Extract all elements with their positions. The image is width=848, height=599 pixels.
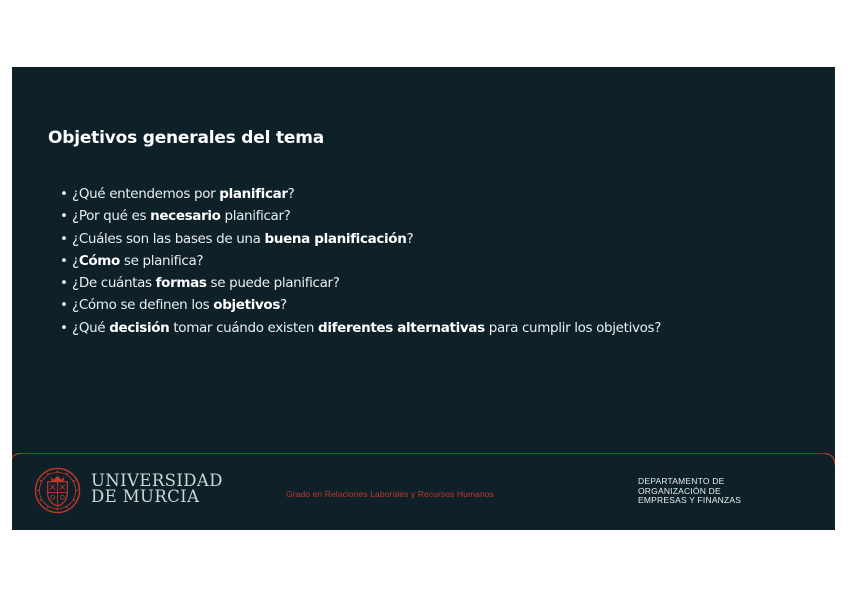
objective-item [60, 205, 661, 227]
objective-text: ¿Por qué es [72, 208, 151, 225]
objective-keyword: buena planificación [264, 230, 407, 247]
objective-text: ? [280, 297, 287, 314]
objective-keyword: planificar [219, 186, 288, 202]
objective-text: se puede planificar? [206, 275, 340, 292]
objective-keyword: diferentes alternativas [318, 319, 485, 336]
university-name [91, 473, 223, 505]
university-name-line: UNIVERSIDAD [91, 471, 223, 490]
bullet-dot-icon: • [60, 275, 68, 292]
objective-text: ? [287, 186, 295, 202]
bullet-dot-icon: • [60, 297, 68, 314]
objective-keyword: necesario [150, 208, 221, 225]
objective-text: ? [406, 230, 414, 247]
objective-item [60, 228, 661, 250]
slide [12, 67, 835, 530]
objective-keyword: formas [155, 275, 207, 292]
objective-text: ¿Qué [72, 319, 110, 336]
slide-title: Objetivos generales del tema [48, 128, 324, 148]
objective-item [60, 183, 661, 205]
bullet-dot-icon: • [60, 319, 68, 336]
objective-text: ¿De cuántas [72, 275, 156, 292]
slide-footer [12, 453, 835, 530]
objective-item [60, 272, 661, 294]
department-line: EMPRESAS Y FINANZAS [638, 495, 742, 505]
degree-label: Grado en Relaciones Laborales y Recursos Humanos [286, 489, 494, 499]
department-line: DEPARTAMENTO DE [638, 476, 725, 486]
objective-keyword: objetivos [213, 297, 281, 314]
university-seal-icon [34, 467, 81, 514]
objective-item [60, 317, 661, 339]
bullet-dot-icon: • [60, 208, 68, 225]
university-name-line: DE MURCIA [91, 487, 200, 506]
department-label [638, 477, 741, 506]
objective-text: se planifica? [119, 252, 204, 269]
objective-text: tomar cuándo existen [169, 319, 319, 336]
objective-text: ¿Cuáles son las bases de una [72, 230, 265, 247]
objective-keyword: decisión [109, 319, 170, 336]
objective-text: ¿ [72, 252, 79, 269]
bullet-dot-icon: • [60, 252, 68, 269]
bullet-dot-icon: • [60, 230, 68, 247]
objective-keyword: Cómo [78, 252, 120, 269]
objective-text: ¿Cómo se definen los [72, 297, 214, 314]
objectives-list [60, 183, 661, 339]
objective-item [60, 294, 661, 316]
bullet-dot-icon: • [60, 186, 68, 202]
objective-text: planificar? [220, 208, 291, 225]
objective-text: ¿Qué entendemos por [72, 186, 220, 202]
objective-text: para cumplir los objetivos? [484, 319, 662, 336]
objective-item [60, 250, 661, 272]
department-line: ORGANIZACIÓN DE [638, 485, 721, 496]
